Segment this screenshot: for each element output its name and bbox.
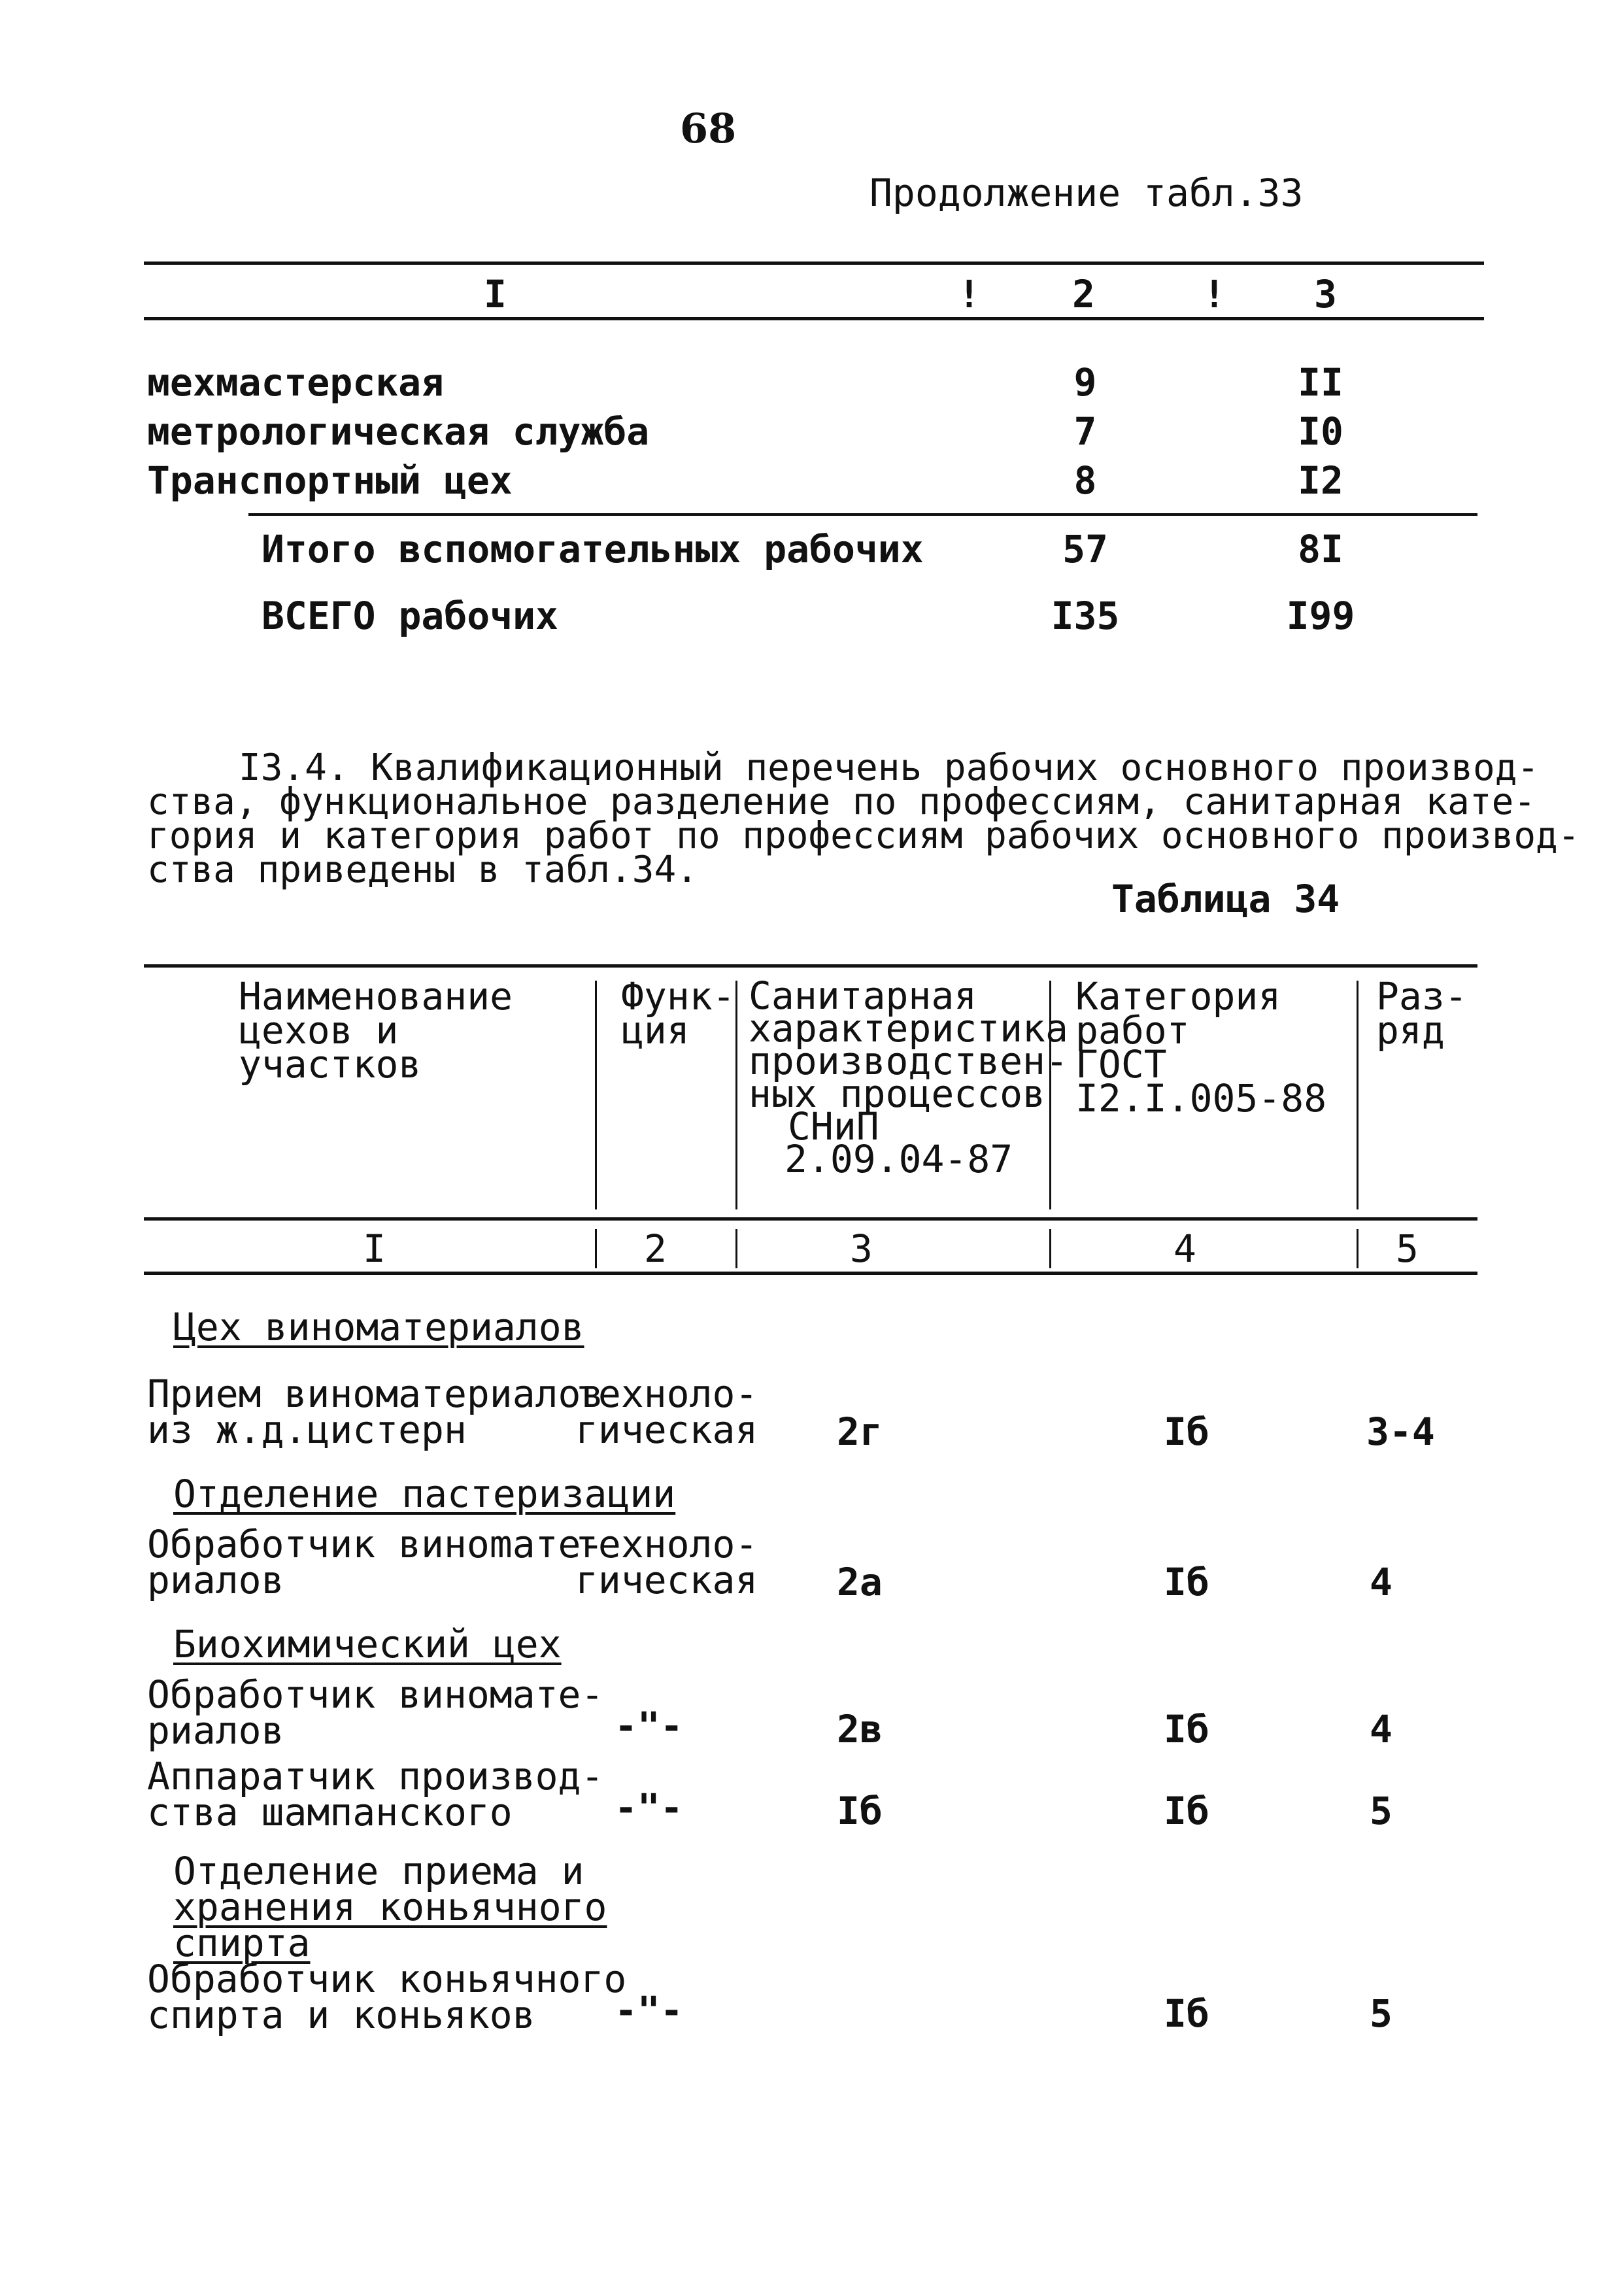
column-divider bbox=[1357, 981, 1358, 1209]
section-title: Цех виноматериалов bbox=[173, 1305, 584, 1349]
row-function bbox=[575, 1522, 758, 1602]
section-title-line: хранения коньячного bbox=[173, 1885, 607, 1929]
row-function: -"- bbox=[615, 1704, 683, 1748]
totals-row: Итого вспомогательных рабочих bbox=[262, 527, 924, 571]
section-title: Биохимический цех bbox=[173, 1622, 562, 1666]
column-divider bbox=[1049, 1229, 1051, 1268]
row-name-line: спирта и коньяков bbox=[147, 1993, 535, 2037]
totals-rule bbox=[248, 513, 1477, 516]
table-cell: II bbox=[1298, 360, 1343, 405]
table-cell: I99 bbox=[1286, 594, 1355, 638]
row-name-line: из ж.д.цистерн bbox=[147, 1408, 467, 1452]
row-function bbox=[575, 1372, 758, 1452]
table-top-rule bbox=[144, 262, 1484, 265]
numbers-bottom-rule bbox=[144, 1272, 1477, 1275]
header-line: участков bbox=[239, 1042, 422, 1087]
header-line: Раз- bbox=[1376, 974, 1468, 1019]
table-row: метрологическая служба bbox=[147, 409, 650, 454]
row-rank: 5 bbox=[1370, 1789, 1392, 1833]
row-sanitary: 2в bbox=[837, 1707, 883, 1751]
col-sep: ! bbox=[1203, 272, 1226, 316]
header-bottom-rule bbox=[144, 317, 1484, 320]
header-line: цехов и bbox=[239, 1008, 399, 1053]
column-divider bbox=[735, 1229, 737, 1268]
header-line: Функ- bbox=[621, 974, 735, 1019]
col-number: 5 bbox=[1396, 1226, 1419, 1271]
row-rank: 4 bbox=[1370, 1560, 1392, 1604]
row-name bbox=[147, 1672, 604, 1753]
header-line: ГОСТ bbox=[1075, 1042, 1167, 1087]
table-row: мехмастерская bbox=[147, 360, 444, 405]
table-cell: 9 bbox=[1073, 360, 1097, 405]
row-category: Iб bbox=[1164, 1560, 1209, 1604]
row-name bbox=[147, 1754, 604, 1834]
row-name-line: Обработчик винomате- bbox=[147, 1522, 604, 1566]
header-line: характеристика bbox=[749, 1006, 1068, 1051]
row-rank: 5 bbox=[1370, 1991, 1392, 2036]
col-number: 4 bbox=[1173, 1226, 1196, 1271]
table-row: Транспортный цех bbox=[147, 458, 513, 503]
section-title-line: спирта bbox=[173, 1921, 311, 1965]
section-title-line: Отделение приема и bbox=[173, 1849, 584, 1893]
table-cell: 57 bbox=[1062, 527, 1108, 571]
header-line: ряд bbox=[1376, 1008, 1445, 1053]
paragraph-line: I3.4. Квалификационный перечень рабочих основного производ- bbox=[239, 747, 1540, 789]
header-line: Санитарная bbox=[749, 973, 977, 1018]
table-top-rule bbox=[144, 964, 1477, 968]
row-name bbox=[147, 1957, 627, 2037]
row-name-line: Аппаратчик производ- bbox=[147, 1754, 604, 1798]
table-cell: 8 bbox=[1073, 458, 1097, 503]
table-cell: 7 bbox=[1073, 409, 1097, 454]
row-name-line: риалов bbox=[147, 1558, 284, 1602]
row-function: -"- bbox=[615, 1988, 683, 2033]
header-name bbox=[239, 974, 513, 1087]
row-func-line: техноло- bbox=[575, 1522, 758, 1566]
page-number: 68 bbox=[680, 105, 737, 152]
header-category bbox=[1075, 974, 1327, 1121]
table-cell: I35 bbox=[1051, 594, 1120, 638]
col-number: 3 bbox=[850, 1226, 873, 1271]
header-line: I2.I.005-88 bbox=[1075, 1076, 1327, 1121]
table-cell: I0 bbox=[1298, 409, 1343, 454]
row-name-line: Обработчик коньячного bbox=[147, 1957, 627, 2001]
column-divider bbox=[735, 981, 737, 1209]
row-func-line: гическая bbox=[575, 1558, 758, 1602]
col-header-2: 2 bbox=[1072, 272, 1095, 316]
row-name bbox=[147, 1522, 604, 1602]
row-name-line: риалов bbox=[147, 1708, 284, 1753]
col-number: 2 bbox=[644, 1226, 667, 1271]
row-sanitary: 2а bbox=[837, 1560, 883, 1604]
continuation-label: Продолжение табл.33 bbox=[869, 171, 1304, 215]
header-line: работ bbox=[1075, 1008, 1190, 1053]
column-divider bbox=[1049, 981, 1051, 1209]
header-line: Категория bbox=[1075, 974, 1281, 1019]
column-divider bbox=[595, 981, 597, 1209]
row-sanitary: Iб bbox=[837, 1789, 883, 1833]
row-category: Iб bbox=[1164, 1410, 1209, 1454]
paragraph-line: ства приведены в табл.34. bbox=[147, 849, 698, 891]
col-header-3: 3 bbox=[1314, 272, 1337, 316]
row-category: Iб bbox=[1164, 1789, 1209, 1833]
header-function bbox=[621, 974, 735, 1053]
row-category: Iб bbox=[1164, 1707, 1209, 1751]
row-rank: 4 bbox=[1370, 1707, 1392, 1751]
col-number: I bbox=[363, 1226, 386, 1271]
paragraph-line: ства, функциональное разделение по профессиям, санитарная кате- bbox=[147, 781, 1536, 823]
header-sanitary bbox=[749, 973, 1068, 1181]
row-rank: 3-4 bbox=[1366, 1410, 1435, 1454]
header-line: Наименование bbox=[239, 974, 513, 1019]
row-func-line: техноло- bbox=[575, 1372, 758, 1416]
table-caption: Таблица 34 bbox=[1111, 877, 1340, 921]
header-rank bbox=[1376, 974, 1468, 1053]
col-sep: ! bbox=[958, 272, 981, 316]
row-name-line: Прием виноматериалов bbox=[147, 1372, 604, 1416]
header-bottom-rule bbox=[144, 1217, 1477, 1221]
paragraph-line: гория и категория работ по профессиям рабочих основного производ- bbox=[147, 815, 1580, 857]
row-sanitary: 2г bbox=[837, 1410, 883, 1454]
row-func-line: гическая bbox=[575, 1408, 758, 1452]
row-function: -"- bbox=[615, 1785, 683, 1830]
column-divider bbox=[595, 1229, 597, 1268]
table-cell: I2 bbox=[1298, 458, 1343, 503]
section-title: Отделение пастеризации bbox=[173, 1472, 676, 1516]
section-title bbox=[173, 1849, 607, 1965]
header-line: СНиП bbox=[788, 1104, 879, 1149]
row-name bbox=[147, 1372, 604, 1452]
header-line: 2.09.04-87 bbox=[785, 1137, 1013, 1181]
row-name-line: ства шампанского bbox=[147, 1790, 513, 1834]
table-cell: 8I bbox=[1298, 527, 1343, 571]
row-name-line: Обработчик виномате- bbox=[147, 1672, 604, 1717]
header-line: производствен- bbox=[749, 1039, 1068, 1083]
column-divider bbox=[1357, 1229, 1358, 1268]
row-category: Iб bbox=[1164, 1991, 1209, 2036]
col-header-1: I bbox=[484, 272, 507, 316]
totals-row: ВСЕГО рабочих bbox=[262, 594, 558, 638]
header-line: ных процессов bbox=[749, 1072, 1045, 1116]
header-line: ция bbox=[621, 1008, 690, 1053]
